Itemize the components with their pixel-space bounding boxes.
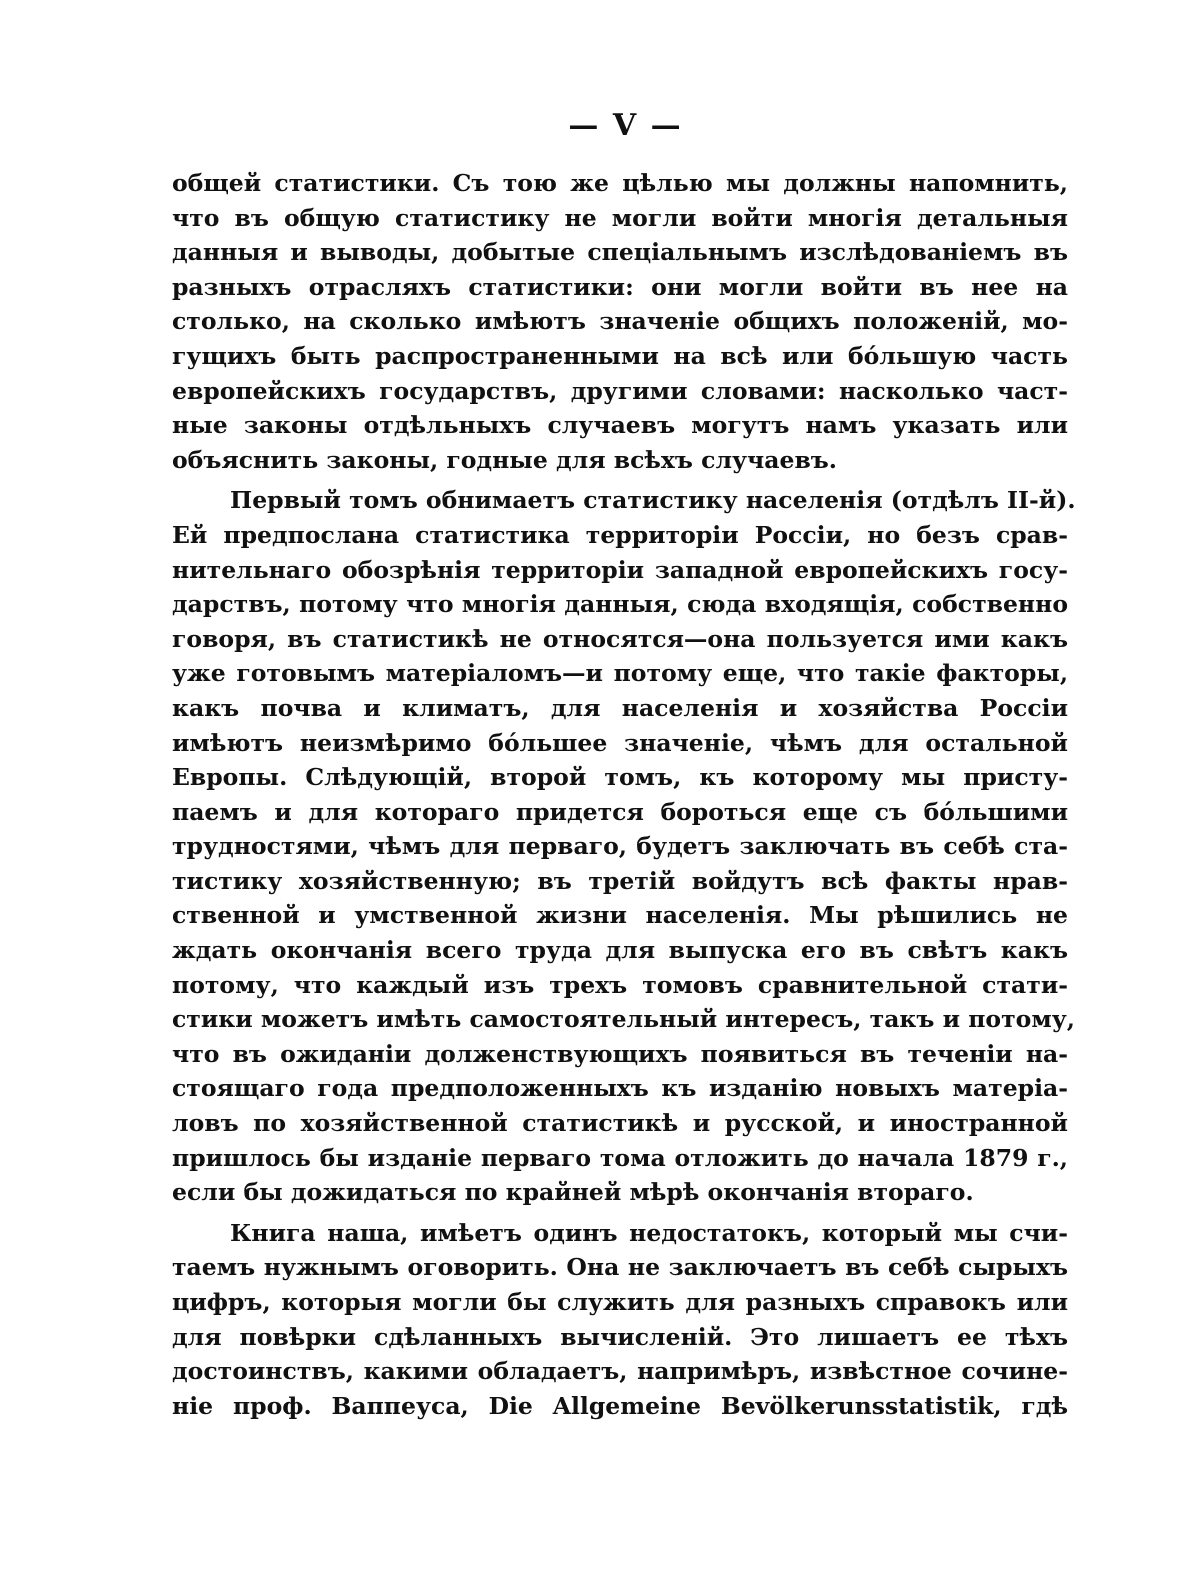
text-line: Книга наша, имѣетъ одинъ недостатокъ, который мы счи- [230,1218,1068,1247]
text-line: разныхъ отрасляхъ статистики: они могли войти въ нее на [172,272,1068,301]
text-line: что въ ожиданіи долженствующихъ появиться въ теченіи на- [172,1039,1068,1068]
text-line: ждать окончанія всего труда для выпуска его въ свѣтъ какъ [172,936,1068,965]
text-line: говоря, въ статистикѣ не относятся—она пользуется ими какъ [172,624,1068,653]
text-line: европейскихъ государствъ, другими словами: насколько част- [172,376,1068,405]
text-line: Ей предпослана статистика территоріи Россіи, но безъ срав- [172,520,1068,549]
paragraph-3 [172,1216,1068,1424]
text-line: уже готовымъ матеріаломъ—и потому еще, что такіе факторы, [172,659,1068,688]
text-line: данныя и выводы, добытые спеціальнымъ изслѣдованіемъ въ [172,238,1068,267]
text-line: достоинствъ, какими обладаетъ, напримѣръ, извѣстное сочине- [172,1357,1068,1386]
paragraph-2 [172,483,1076,1209]
text-line: Европы. Слѣдующій, второй томъ, къ которому мы присту- [172,763,1068,792]
text-line: объяснить законы, годные для всѣхъ случаевъ. [172,445,837,474]
text-line: нительнаго обозрѣнія территоріи западной европейскихъ госу- [172,555,1068,584]
page-number: — V — [568,108,683,143]
paragraph-1 [172,166,1068,477]
text-line: стики можетъ имѣть самостоятельный интересъ, такъ и потому, [172,1005,1075,1034]
text-line: Первый томъ обнимаетъ статистику населенія (отдѣлъ II-й). [230,486,1076,515]
text-line: гущихъ быть распространенными на всѣ или бóльшую часть [172,341,1068,370]
text-line: трудностями, чѣмъ для перваго, будетъ заключать въ себѣ ста- [172,832,1068,861]
text-line: если бы дожидаться по крайней мѣрѣ окончанія втораго. [172,1178,974,1207]
text-line: потому, что каждый изъ трехъ томовъ сравнительной стати- [172,970,1068,999]
text-line: общей статистики. Съ тою же цѣлью мы должны напомнить, [172,169,1068,197]
text-line: пришлось бы изданіе перваго тома отложить до начала 1879 г., [172,1143,1068,1172]
text-line: тистику хозяйственную; въ третій войдутъ всѣ факты нрав- [172,866,1068,895]
text-line: ные законы отдѣльныхъ случаевъ могутъ намъ указать или [172,411,1068,440]
text-line: какъ почва и климатъ, для населенія и хозяйства Россіи [172,693,1068,722]
text-line: для повѣрки сдѣланныхъ вычисленій. Это лишаетъ ее тѣхъ [172,1322,1068,1351]
text-line: ственной и умственной жизни населенія. Мы рѣшились не [172,901,1068,930]
text-line: ніе проф. Ваппеуса, Die Allgemeine Bevölkerunsstatistik, гдѣ [172,1391,1068,1420]
text-line: ловъ по хозяйственной статистикѣ и русской, и иностранной [172,1109,1068,1138]
text-line: таемъ нужнымъ оговорить. Она не заключаетъ въ себѣ сырыхъ [172,1253,1068,1282]
text-line: дарствъ, потому что многія данныя, сюда входящія, собственно [172,590,1068,619]
text-line: имѣютъ неизмѣримо бóльшее значеніе, чѣмъ для остальной [172,728,1068,757]
body-text [172,166,1076,1429]
text-line: цифръ, которыя могли бы служить для разныхъ справокъ или [172,1288,1068,1316]
text-line: что въ общую статистику не могли войти многія детальныя [172,203,1068,232]
text-line: столько, на сколько имѣютъ значеніе общихъ положеній, мо- [172,307,1068,336]
text-line: стоящаго года предположенныхъ къ изданію новыхъ матеріа- [172,1074,1068,1103]
text-line: паемъ и для котораго придется бороться еще съ бóльшими [172,797,1068,826]
